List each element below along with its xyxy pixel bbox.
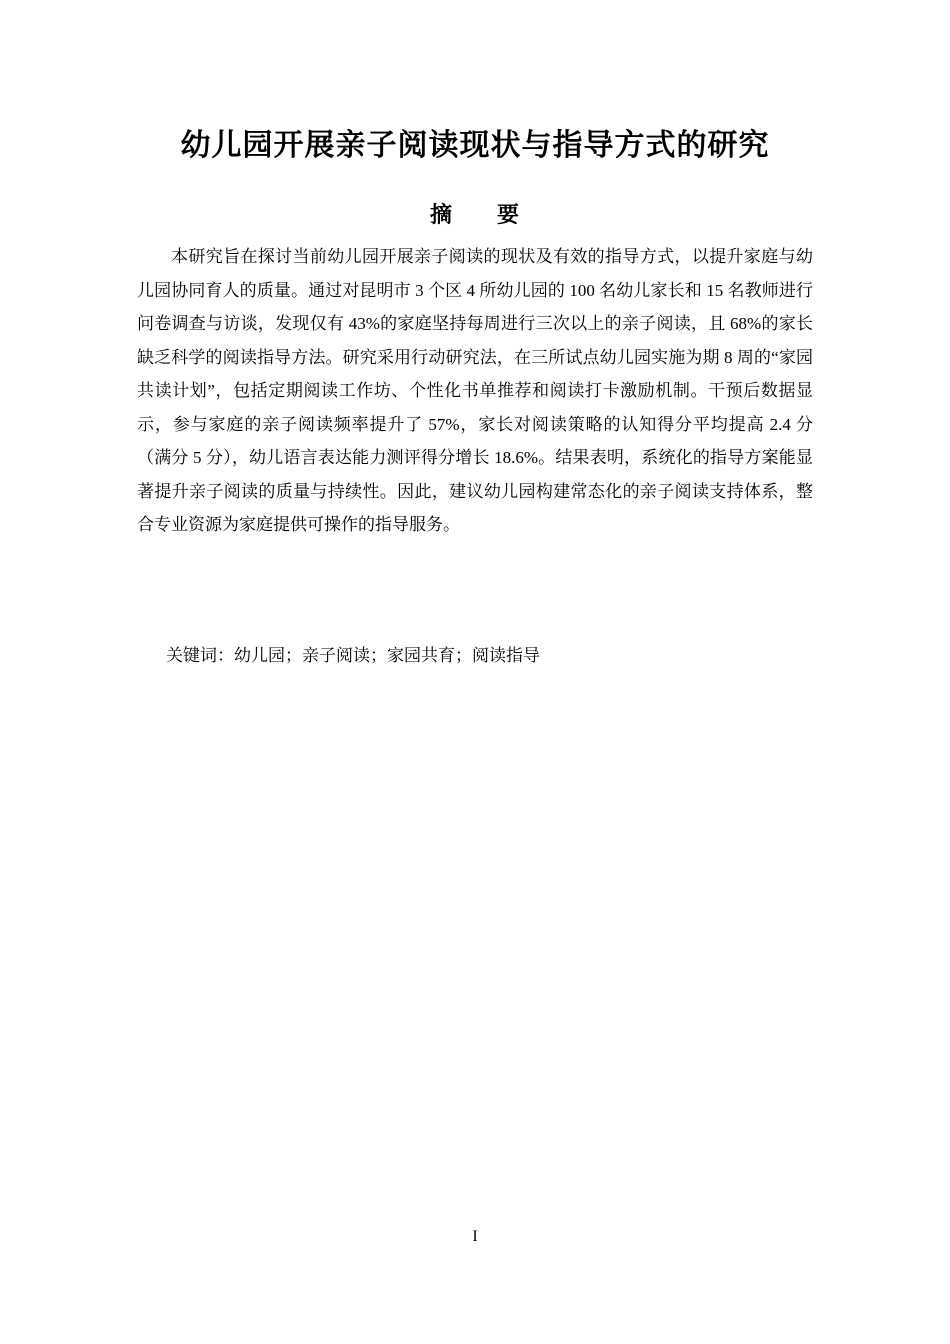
- paper-title: 幼儿园开展亲子阅读现状与指导方式的研究: [180, 128, 770, 163]
- abstract-heading-part1: 摘: [429, 203, 453, 228]
- keywords-text: 幼儿园；亲子阅读；家园共育；阅读指导: [234, 646, 540, 666]
- abstract-text: 本研究旨在探讨当前幼儿园开展亲子阅读的现状及有效的指导方式，以提升家庭与幼儿园协同育人的质量。通过对昆明市 3 个区 4 所幼儿园的 100 名幼儿家长和 15 名教师进行问卷调查与访谈，发现仅有 43%的家庭坚持每周进行三次以上的亲子阅读，且 68%的家长缺乏科学的阅读指导方法。研究采用行动研究法，在三所试点幼儿园实施为期 8 周的“家园共读计划”，包括定期阅读工作坊、个性化书单推荐和阅读打卡激励机制。干预后数据显示，参与家庭的亲子阅读频率提升了 57%，家长对阅读策略的认知得分平均提高 2.4 分（满分 5 分），幼儿语言表达能力测评得分增长 18.6%。结果表明，系统化的指导方案能显著提升亲子阅读的质量与持续性。因此，建议幼儿园构建常态化的亲子阅读支持体系，整合专业资源为家庭提供可操作的指导服务。: [137, 247, 813, 534]
- keywords-label: 关键词：: [166, 646, 234, 666]
- abstract-heading: [0, 198, 950, 234]
- page-number: I: [472, 1228, 478, 1245]
- abstract-heading-part2: 要: [497, 203, 521, 228]
- keywords-line: [166, 640, 816, 672]
